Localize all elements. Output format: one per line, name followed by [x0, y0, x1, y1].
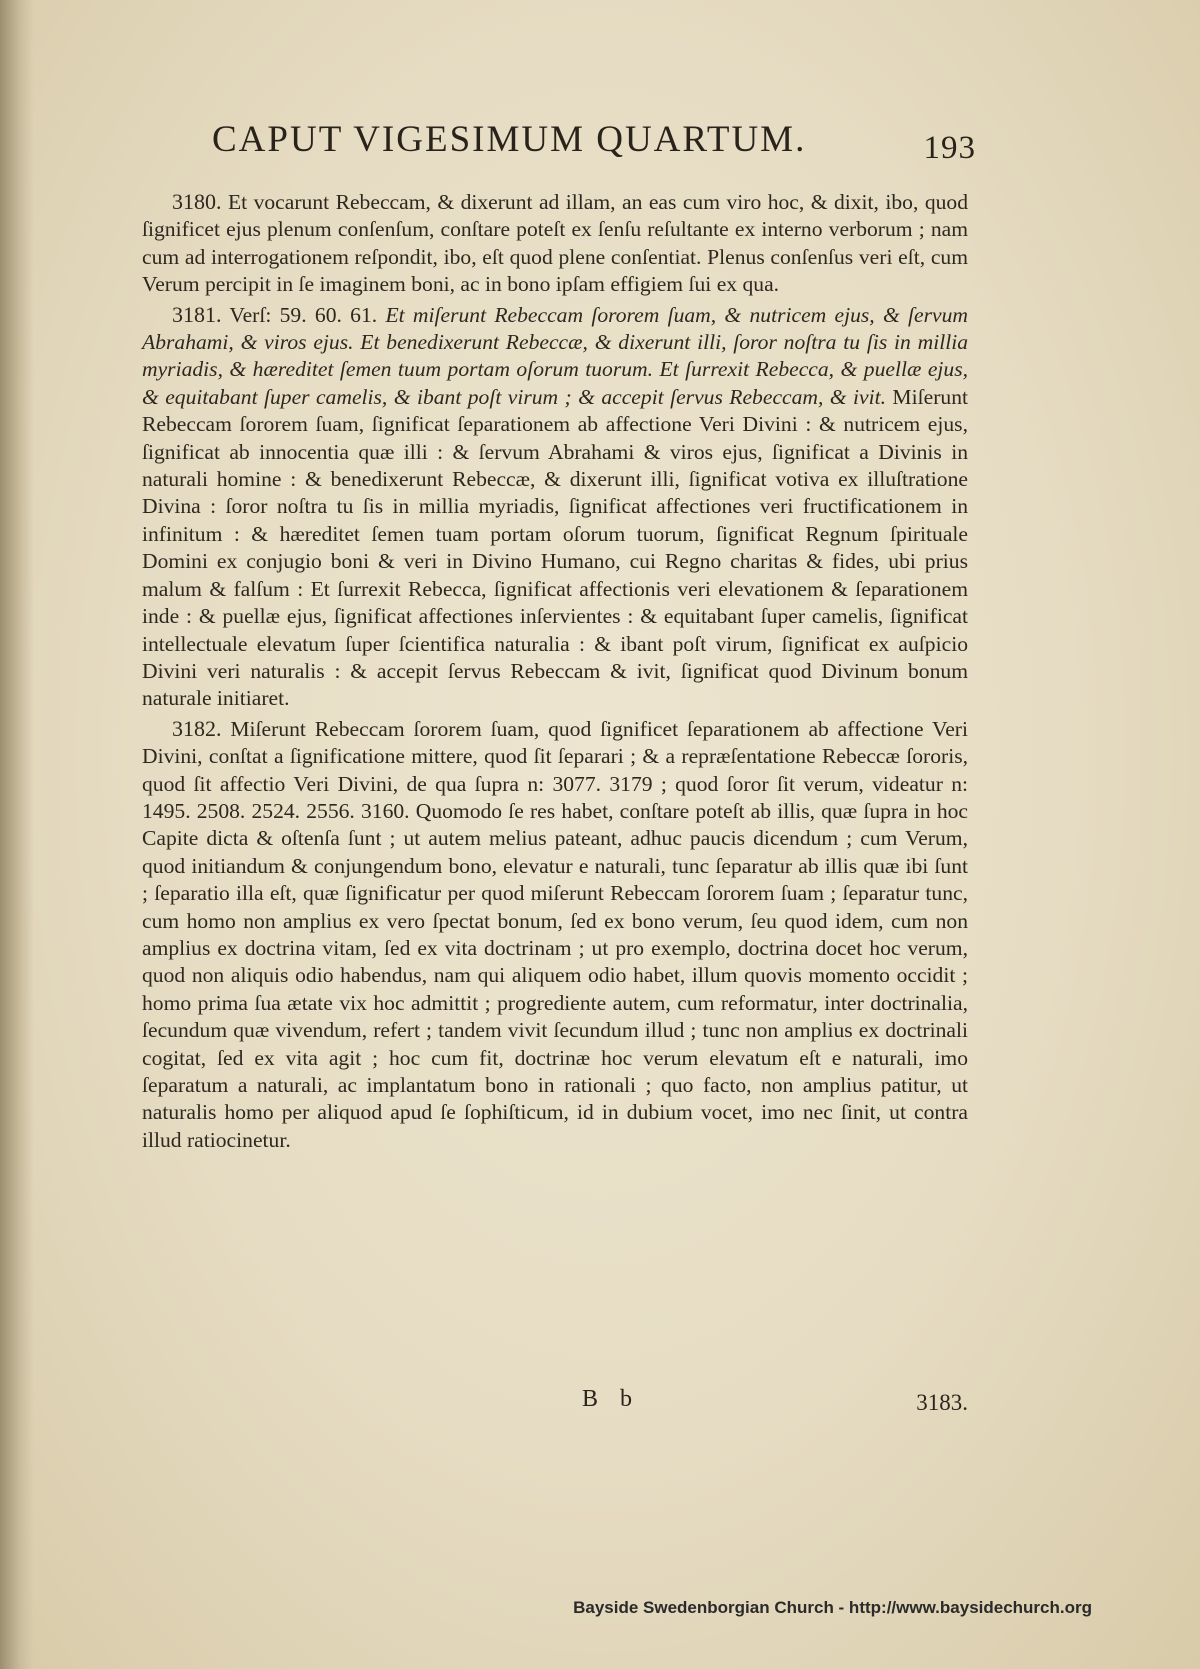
paragraph-text: Et vocarunt Rebeccam, & dixerunt ad illam, an eas cum viro hoc, & dixit, ibo, quod ſignificet ejus plenum conſenſum, conſtare poteſt ex ſenſu reſultante ex interno verborum ; nam cum ad interrogationem reſpondit, ibo, eſt quod plene conſentiat. Plenus conſenſus veri eſt, cum Verum percipit in ſe imaginem boni, ac in bono ipſam effigiem ſui ex qua.: [142, 190, 969, 297]
verse-reference: Verſ: 59. 60. 61.: [229, 302, 378, 327]
paragraph-text: Miſerunt Rebeccam ſororem ſuam, quod ſignificet ſeparationem ab affectione Veri Divini, conſtat a ſignificatione mittere, quod ſit ſeparari ; & a repræſentatione Rebeccæ ſororis, quod ſit affectio Veri Divini, de qua ſupra n: 3077. 3179 ; quod ſoror ſit verum, videatur n: 1495. 2508. 2524. 2556. 3160. Quomodo ſe res habet, conſtare poteſt ab illis, quæ ſupra in hoc Capite dicta & oſtenſa ſunt ; ut autem melius pateant, adhuc paucis dicendum ; cum Verum, quod initiandum & conjungendum bono, elevatur e naturali, tunc ſeparatur ab illis quæ ibi ſunt ; ſeparatio illa eſt, quæ ſignificatur per quod miſerunt Rebeccam ſororem ſuam ; ſeparatur tunc, cum homo non amplius ex vero ſpectat bonum, ſed ex bono verum, ſeu quod idem, cum non amplius ex doctrina vitam, ſed ex vita doctrinam ; ut pro exemplo, doctrina docet hoc verum, quod non aliquis odio habendus, nam qui aliquem odio habet, illum quovis momento occidit ; homo prima ſua ætate vix hoc admittit ; progrediente autem, cum reformatur, inter doctrinalia, ſecundum quæ vivendum, refert ; tandem vivit ſecundum illud ; tunc non amplius ex doctrinali cogitat, ſed ex vita agit ; hoc cum fit, doctrinæ hoc verum elevatum eſt e naturali, imo ſeparatum a naturali, ac implantatum bono in rationali ; quo facto, non amplius patitur, ut naturalis homo per aliquod apud ſe ſophiſticum, id in dubium vocet, imo nec ſinit, ut contra illud ratiocinetur.: [142, 716, 968, 1152]
running-title: CAPUT VIGESIMUM QUARTUM.: [212, 119, 807, 160]
paragraph-number: 3181.: [172, 301, 222, 327]
page-header: [212, 118, 976, 178]
signature-mark: B b: [582, 1386, 641, 1412]
paragraph-3181: [142, 301, 968, 713]
paragraph-3180: [142, 188, 968, 299]
paragraph-number: 3182.: [172, 715, 222, 741]
source-watermark: Bayside Swedenborgian Church - http://www.baysidechurch.org: [573, 1598, 1092, 1617]
paragraph-number: 3180.: [172, 189, 222, 214]
page-number: 193: [923, 130, 976, 166]
body-text: [142, 188, 968, 1156]
paragraph-text: Miſerunt Rebeccam ſororem ſuam, ſignificat ſeparationem ab affectione Veri Divini : & nutricem ejus, ſignificat ab innocentia quæ illi : & ſervum Abrahami & viros ejus, ſignificat a Divinis in naturali homine : & benedixerunt Rebeccæ, & dixerunt illi, ſignificat votiva ex illuſtratione Divina : ſoror noſtra tu ſis in millia myriadis, ſignificat affectiones veri fructificationem in infinitum : & hæreditet ſemen tuam portam oſorum tuorum, ſignificat Regnum ſpirituale Domini ex conjugio boni & veri in Divino Humano, cui Regno charitas & fides, ubi prius malum & falſum : Et ſurrexit Rebecca, ſignificat affectionis veri elevationem & ſeparationem inde : & puellæ ejus, ſignificat affectiones inſervientes : & equitabant ſuper camelis, ſignificat intellectuale elevatum ſuper ſcientifica naturalia : & ibant poſt virum, ſignificat ex auſpicio Divini veri naturalis : & accepit ſervus Rebeccam & ivit, ſignificat quod Divinum bonum naturale initiaret.: [142, 384, 968, 711]
page-footer: [142, 1386, 968, 1426]
catchword: 3183.: [916, 1390, 968, 1415]
scripture-quote: Et miſerunt Rebeccam ſororem ſuam, & nutricem ejus, & ſervum Abrahami, & viros ejus. Et benedixerunt Rebeccæ, & dixerunt illi, ſoror noſtra tu ſis in millia myriadis, & hæreditet ſemen tuum portam oſorum tuorum. Et ſurrexit Rebecca, & puellæ ejus, & equitabant ſuper camelis, & ibant poſt virum ; & accepit ſervus Rebeccam, & ivit.: [142, 302, 968, 409]
paragraph-3182: [142, 715, 968, 1155]
spine-shadow: [0, 0, 34, 1669]
